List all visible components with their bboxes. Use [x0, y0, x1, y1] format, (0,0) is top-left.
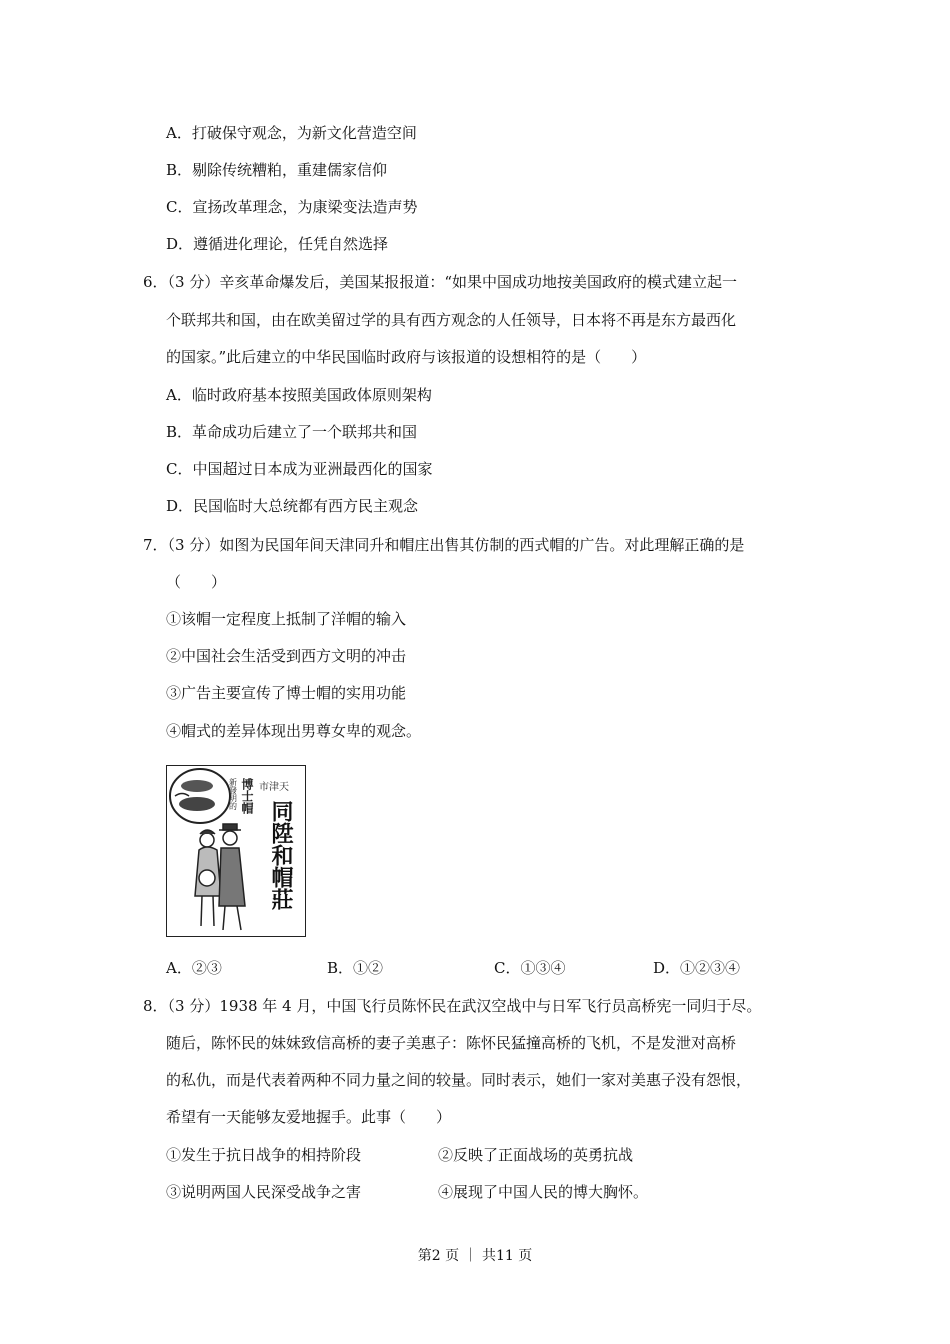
q7-item-2: ②中国社会生活受到西方文明的冲击 — [166, 647, 407, 665]
hat-top-icon — [181, 780, 213, 792]
q7-item-3: ③广告主要宣传了博士帽的实用功能 — [166, 684, 407, 702]
q6-option-b: B．革命成功后建立了一个联邦共和国 — [166, 423, 418, 441]
q6-option-c: C．中国超过日本成为亚洲最西化的国家 — [166, 460, 433, 478]
woman-figure-icon — [195, 830, 221, 926]
q8-stem-line-4: 希望有一天能够友爱地握手。此事（ ） — [166, 1108, 452, 1126]
q8-item-4: ④展现了中国人民的博大胸怀。 — [438, 1183, 649, 1201]
ad-hat-name: 博士帽 — [240, 778, 254, 814]
hat-circle — [170, 769, 230, 823]
q7-choice-d: D．①②③④ — [653, 959, 741, 977]
q5-option-d: D．遵循进化理论，任凭自然选择 — [166, 235, 389, 253]
hat-bottom-icon — [179, 797, 215, 811]
q8-stem-line-3: 的私仇，而是代表着两种不同力量之间的较量。同时表示，她们一家对美惠子没有怨恨， — [166, 1071, 752, 1089]
ad-shop-name: 同陞和帽莊 — [268, 800, 294, 910]
q7-item-4: ④帽式的差异体现出男尊女卑的观念。 — [166, 722, 422, 740]
q5-option-c: C．宣扬改革理念，为康梁变法造声势 — [166, 198, 418, 216]
page-footer: 第2 页 ｜ 共11 页 — [417, 1248, 533, 1264]
man-figure-icon — [219, 824, 245, 930]
advertisement-illustration — [167, 766, 304, 935]
q8-stem-line-2: 随后，陈怀民的妹妹致信高桥的妻子美惠子：陈怀民猛撞高桥的飞机，不是发泄对高桥 — [166, 1034, 737, 1052]
q7-choice-b: B．①② — [327, 959, 384, 977]
q6-stem-line-3: 的国家。”此后建立的中华民国临时政府与该报道的设想相符的是（ ） — [166, 348, 647, 366]
q7-choice-c: C．①③④ — [494, 959, 566, 977]
q6-stem-line-1: 6．（3 分）辛亥革命爆发后，美国某报报道：“如果中国成功地按美国政府的模式建立起一 — [143, 273, 738, 291]
hat-advertisement-figure — [166, 765, 306, 937]
q6-option-d: D．民国临时大总统都有西方民主观念 — [166, 497, 419, 515]
ad-city-text: 市津天 — [259, 782, 289, 793]
q8-stem-line-1: 8．（3 分）1938 年 4 月，中国飞行员陈怀民在武汉空战中与日军飞行员高桥宪一同归于尽。 — [143, 997, 762, 1015]
q7-stem-line-1: 7．（3 分）如图为民国年间天津同升和帽庄出售其仿制的西式帽的广告。对此理解正确的是 — [143, 536, 745, 554]
q7-choice-a: A．②③ — [166, 959, 222, 977]
q6-option-a: A．临时政府基本按照美国政体原则架构 — [166, 386, 432, 404]
q7-stem-line-2: （ ） — [166, 573, 227, 591]
q5-option-b: B．剔除传统糟粕，重建儒家信仰 — [166, 161, 388, 179]
q8-item-2: ②反映了正面战场的英勇抗战 — [438, 1146, 634, 1164]
q8-item-3: ③说明两国人民深受战争之害 — [166, 1183, 362, 1201]
q7-item-1: ①该帽一定程度上抵制了洋帽的输入 — [166, 610, 407, 628]
q6-stem-line-2: 个联邦共和国，由在欧美留过学的具有西方观念的人任领导，日本将不再是东方最西化 — [166, 311, 737, 329]
q5-option-a: A．打破保守观念，为新文化营造空间 — [166, 124, 417, 142]
q8-item-1: ①发生于抗日战争的相持阶段 — [166, 1146, 362, 1164]
ad-small-text: 新發明的 — [228, 778, 238, 810]
